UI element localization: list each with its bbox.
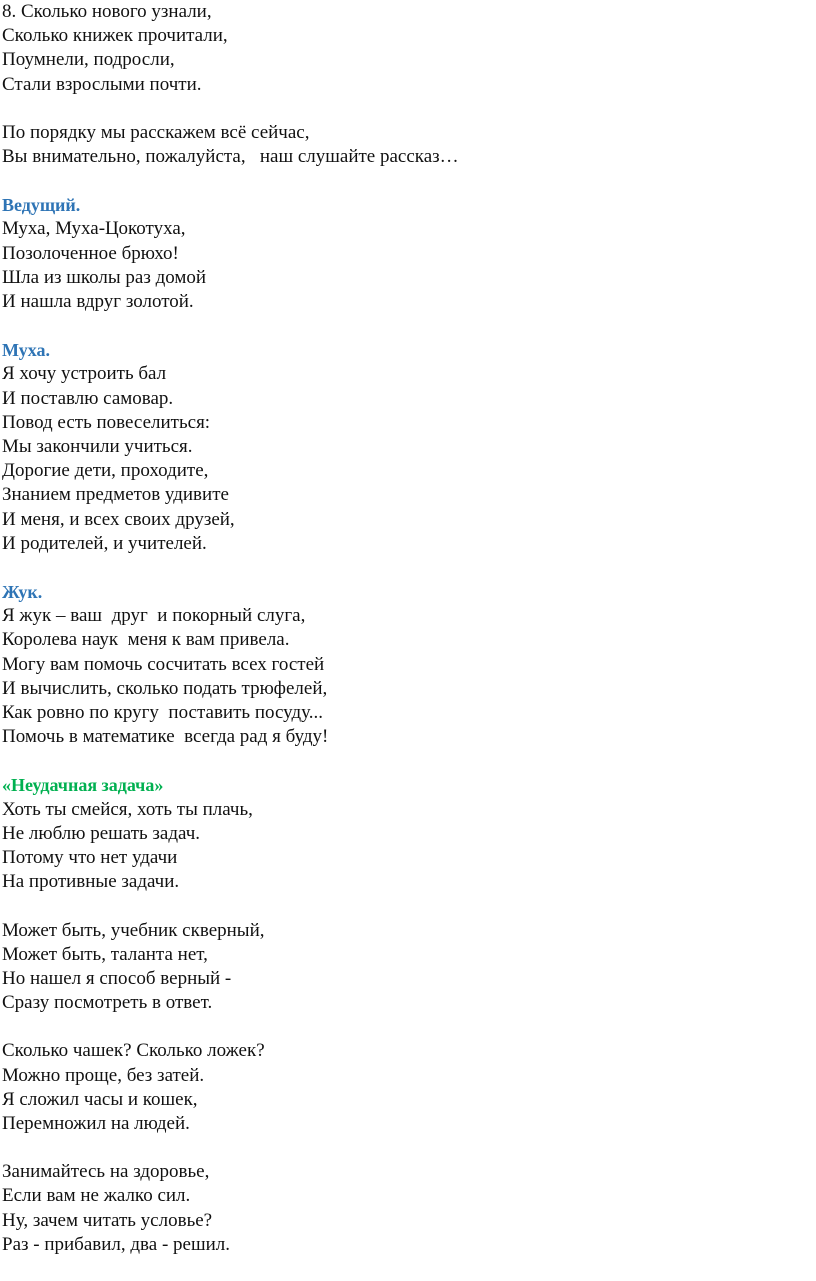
text-line: Я жук – ваш друг и покорный слуга, [2, 605, 306, 627]
poem-stanza-2 [2, 919, 802, 1016]
zhuk-section [2, 580, 802, 749]
text-line: Если вам не жалко сил. [2, 1185, 191, 1207]
text-line: Может быть, таланта нет, [2, 943, 208, 965]
text-line: Королева наук меня к вам привела. [2, 629, 290, 651]
text-line: 8. Сколько нового узнали, [2, 1, 212, 22]
text-line: Дорогие дети, проходите, [2, 460, 209, 482]
poem-title: «Неудачная задача» [2, 775, 164, 796]
text-line: Сразу посмотреть в ответ. [2, 992, 213, 1014]
text-line: Перемножил на людей. [2, 1112, 190, 1134]
speaker-heading: Жук. [2, 582, 43, 603]
poem-stanza-1 [2, 773, 802, 894]
text-line: Муха, Муха-Цокотуха, [2, 218, 186, 240]
speaker-heading: Ведущий. [2, 195, 81, 216]
text-line: И вычислить, сколько подать трюфелей, [2, 677, 328, 699]
text-line: И родителей, и учителей. [2, 532, 207, 554]
text-line: Можно проще, без затей. [2, 1064, 205, 1086]
document-page [2, 0, 802, 1281]
text-line: И поставлю самовар. [2, 387, 174, 409]
text-line: Сколько чашек? Сколько ложек? [2, 1040, 265, 1062]
text-line: Могу вам помочь сосчитать всех гостей [2, 653, 325, 675]
text-line: Вы внимательно, пожалуйста, наш слушайте рассказ… [2, 146, 459, 168]
text-line: Я хочу устроить бал [2, 363, 167, 385]
text-line: Занимайтесь на здоровье, [2, 1161, 210, 1183]
intro-stanza-1 [2, 0, 802, 97]
poem-stanza-3 [2, 1039, 802, 1136]
text-line: Хоть ты смейся, хоть ты плачь, [2, 798, 253, 820]
text-line: Я сложил часы и кошек, [2, 1088, 198, 1110]
text-line: Сколько книжек прочитали, [2, 25, 228, 47]
text-line: Раз - прибавил, два - решил. [2, 1233, 230, 1255]
text-line: Но нашел я способ верный - [2, 967, 232, 989]
poem-stanza-4 [2, 1160, 802, 1257]
text-line: И нашла вдруг золотой. [2, 291, 194, 313]
text-line: И меня, и всех своих друзей, [2, 508, 235, 530]
text-line: Не люблю решать задач. [2, 822, 201, 844]
text-line: По порядку мы расскажем всё сейчас, [2, 121, 310, 143]
text-line: Повод есть повеселиться: [2, 411, 211, 433]
text-line: Позолоченное брюхо! [2, 242, 179, 264]
text-line: На противные задачи. [2, 871, 180, 893]
text-line: Шла из школы раз домой [2, 266, 207, 288]
vedushchiy-section [2, 193, 802, 314]
text-line: Мы закончили учиться. [2, 436, 193, 458]
text-line: Как ровно по кругу поставить посуду... [2, 702, 323, 724]
text-line: Стали взрослыми почти. [2, 73, 202, 95]
mukha-section [2, 338, 802, 556]
text-line: Знанием предметов удивите [2, 484, 229, 506]
text-line: Поумнели, подросли, [2, 49, 175, 71]
text-line: Ну, зачем читать условье? [2, 1209, 213, 1231]
text-line: Помочь в математике всегда рад я буду! [2, 726, 329, 748]
intro-stanza-2 [2, 121, 802, 169]
text-line: Может быть, учебник скверный, [2, 919, 265, 941]
text-line: Потому что нет удачи [2, 847, 178, 869]
speaker-heading: Муха. [2, 340, 51, 361]
